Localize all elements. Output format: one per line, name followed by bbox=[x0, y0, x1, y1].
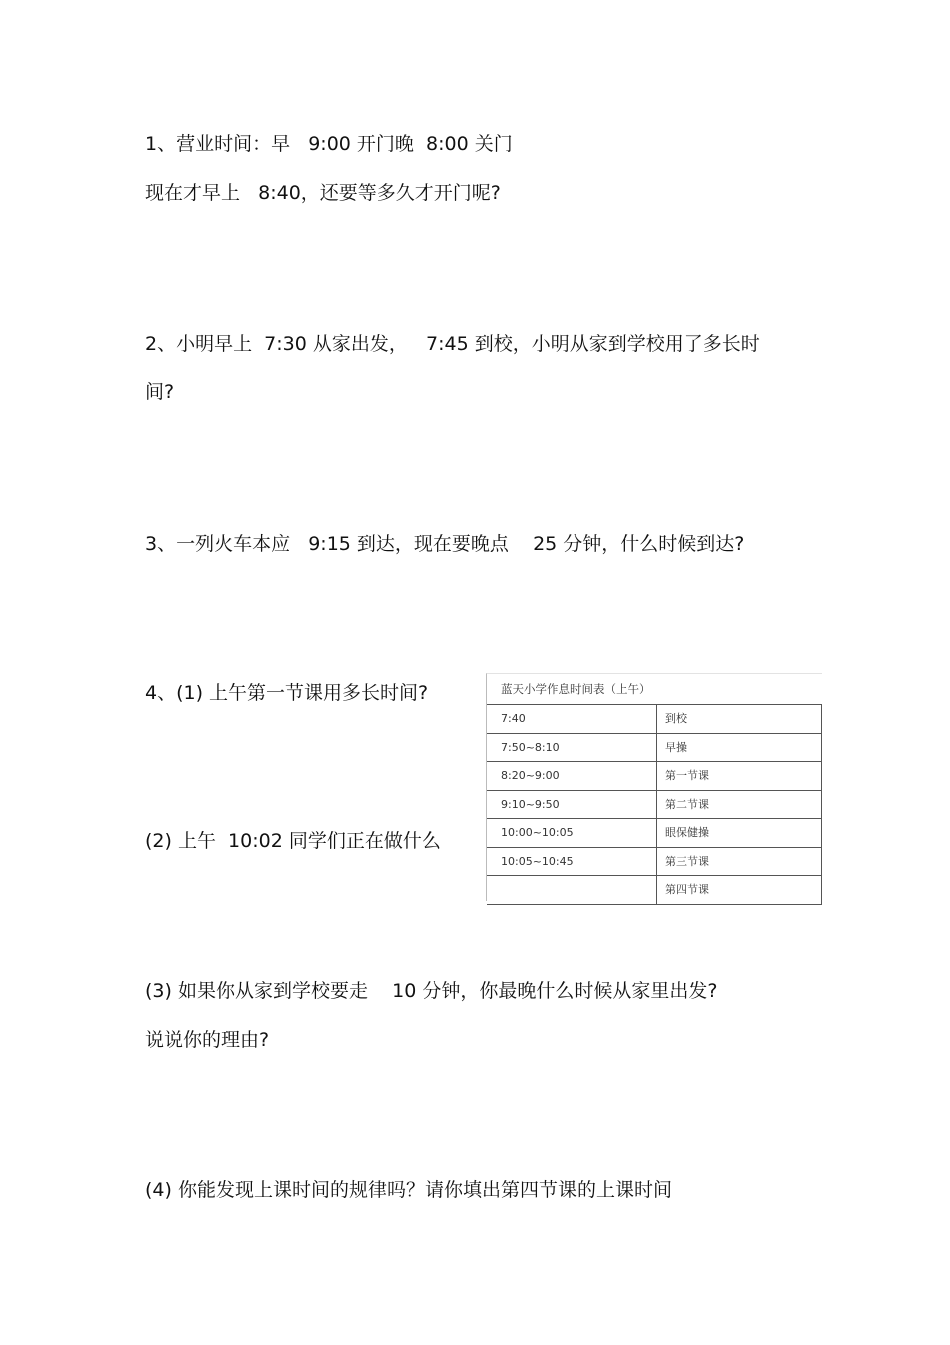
schedule-time: 7:40 bbox=[487, 705, 657, 733]
schedule-time: 7:50~8:10 bbox=[487, 734, 657, 762]
question-4-part-2: (2) 上午 10:02 同学们正在做什么 bbox=[145, 830, 441, 852]
schedule-activity: 眼保健操 bbox=[657, 819, 822, 847]
question-3: 3、一列火车本应 9:15 到达，现在要晚点 25 分钟，什么时候到达? bbox=[145, 533, 745, 555]
schedule-time-blank bbox=[487, 876, 657, 904]
schedule-activity: 第一节课 bbox=[657, 762, 822, 790]
schedule-activity: 早操 bbox=[657, 734, 822, 762]
schedule-title: 蓝天小学作息时间表（上午） bbox=[487, 674, 822, 705]
schedule-activity: 第三节课 bbox=[657, 848, 822, 876]
question-4-part-3-line-2: 说说你的理由? bbox=[145, 1029, 270, 1051]
question-2-line-2: 间? bbox=[145, 381, 175, 403]
schedule-activity: 第四节课 bbox=[657, 876, 822, 904]
schedule-activity: 第二节课 bbox=[657, 791, 822, 819]
schedule-row bbox=[487, 762, 822, 791]
schedule-row bbox=[487, 791, 822, 820]
schedule-row bbox=[487, 734, 822, 763]
schedule-time: 10:05~10:45 bbox=[487, 848, 657, 876]
schedule-activity: 到校 bbox=[657, 705, 822, 733]
schedule-time: 9:10~9:50 bbox=[487, 791, 657, 819]
question-1-line-1: 1、营业时间：早 9:00 开门晚 8:00 关门 bbox=[145, 133, 513, 155]
schedule-table bbox=[486, 673, 822, 901]
schedule-row bbox=[487, 848, 822, 877]
question-2-line-1: 2、小明早上 7:30 从家出发， 7:45 到校，小明从家到学校用了多长时 bbox=[145, 333, 760, 355]
schedule-row bbox=[487, 705, 822, 734]
schedule-row bbox=[487, 819, 822, 848]
question-1-line-2: 现在才早上 8:40，还要等多久才开门呢? bbox=[145, 182, 501, 204]
question-4-part-4: (4) 你能发现上课时间的规律吗？请你填出第四节课的上课时间 bbox=[145, 1179, 672, 1201]
schedule-time: 10:00~10:05 bbox=[487, 819, 657, 847]
question-4-part-1: 4、(1) 上午第一节课用多长时间? bbox=[145, 682, 429, 704]
schedule-row bbox=[487, 876, 822, 905]
schedule-time: 8:20~9:00 bbox=[487, 762, 657, 790]
question-4-part-3-line-1: (3) 如果你从家到学校要走 10 分钟，你最晚什么时候从家里出发? bbox=[145, 980, 718, 1002]
